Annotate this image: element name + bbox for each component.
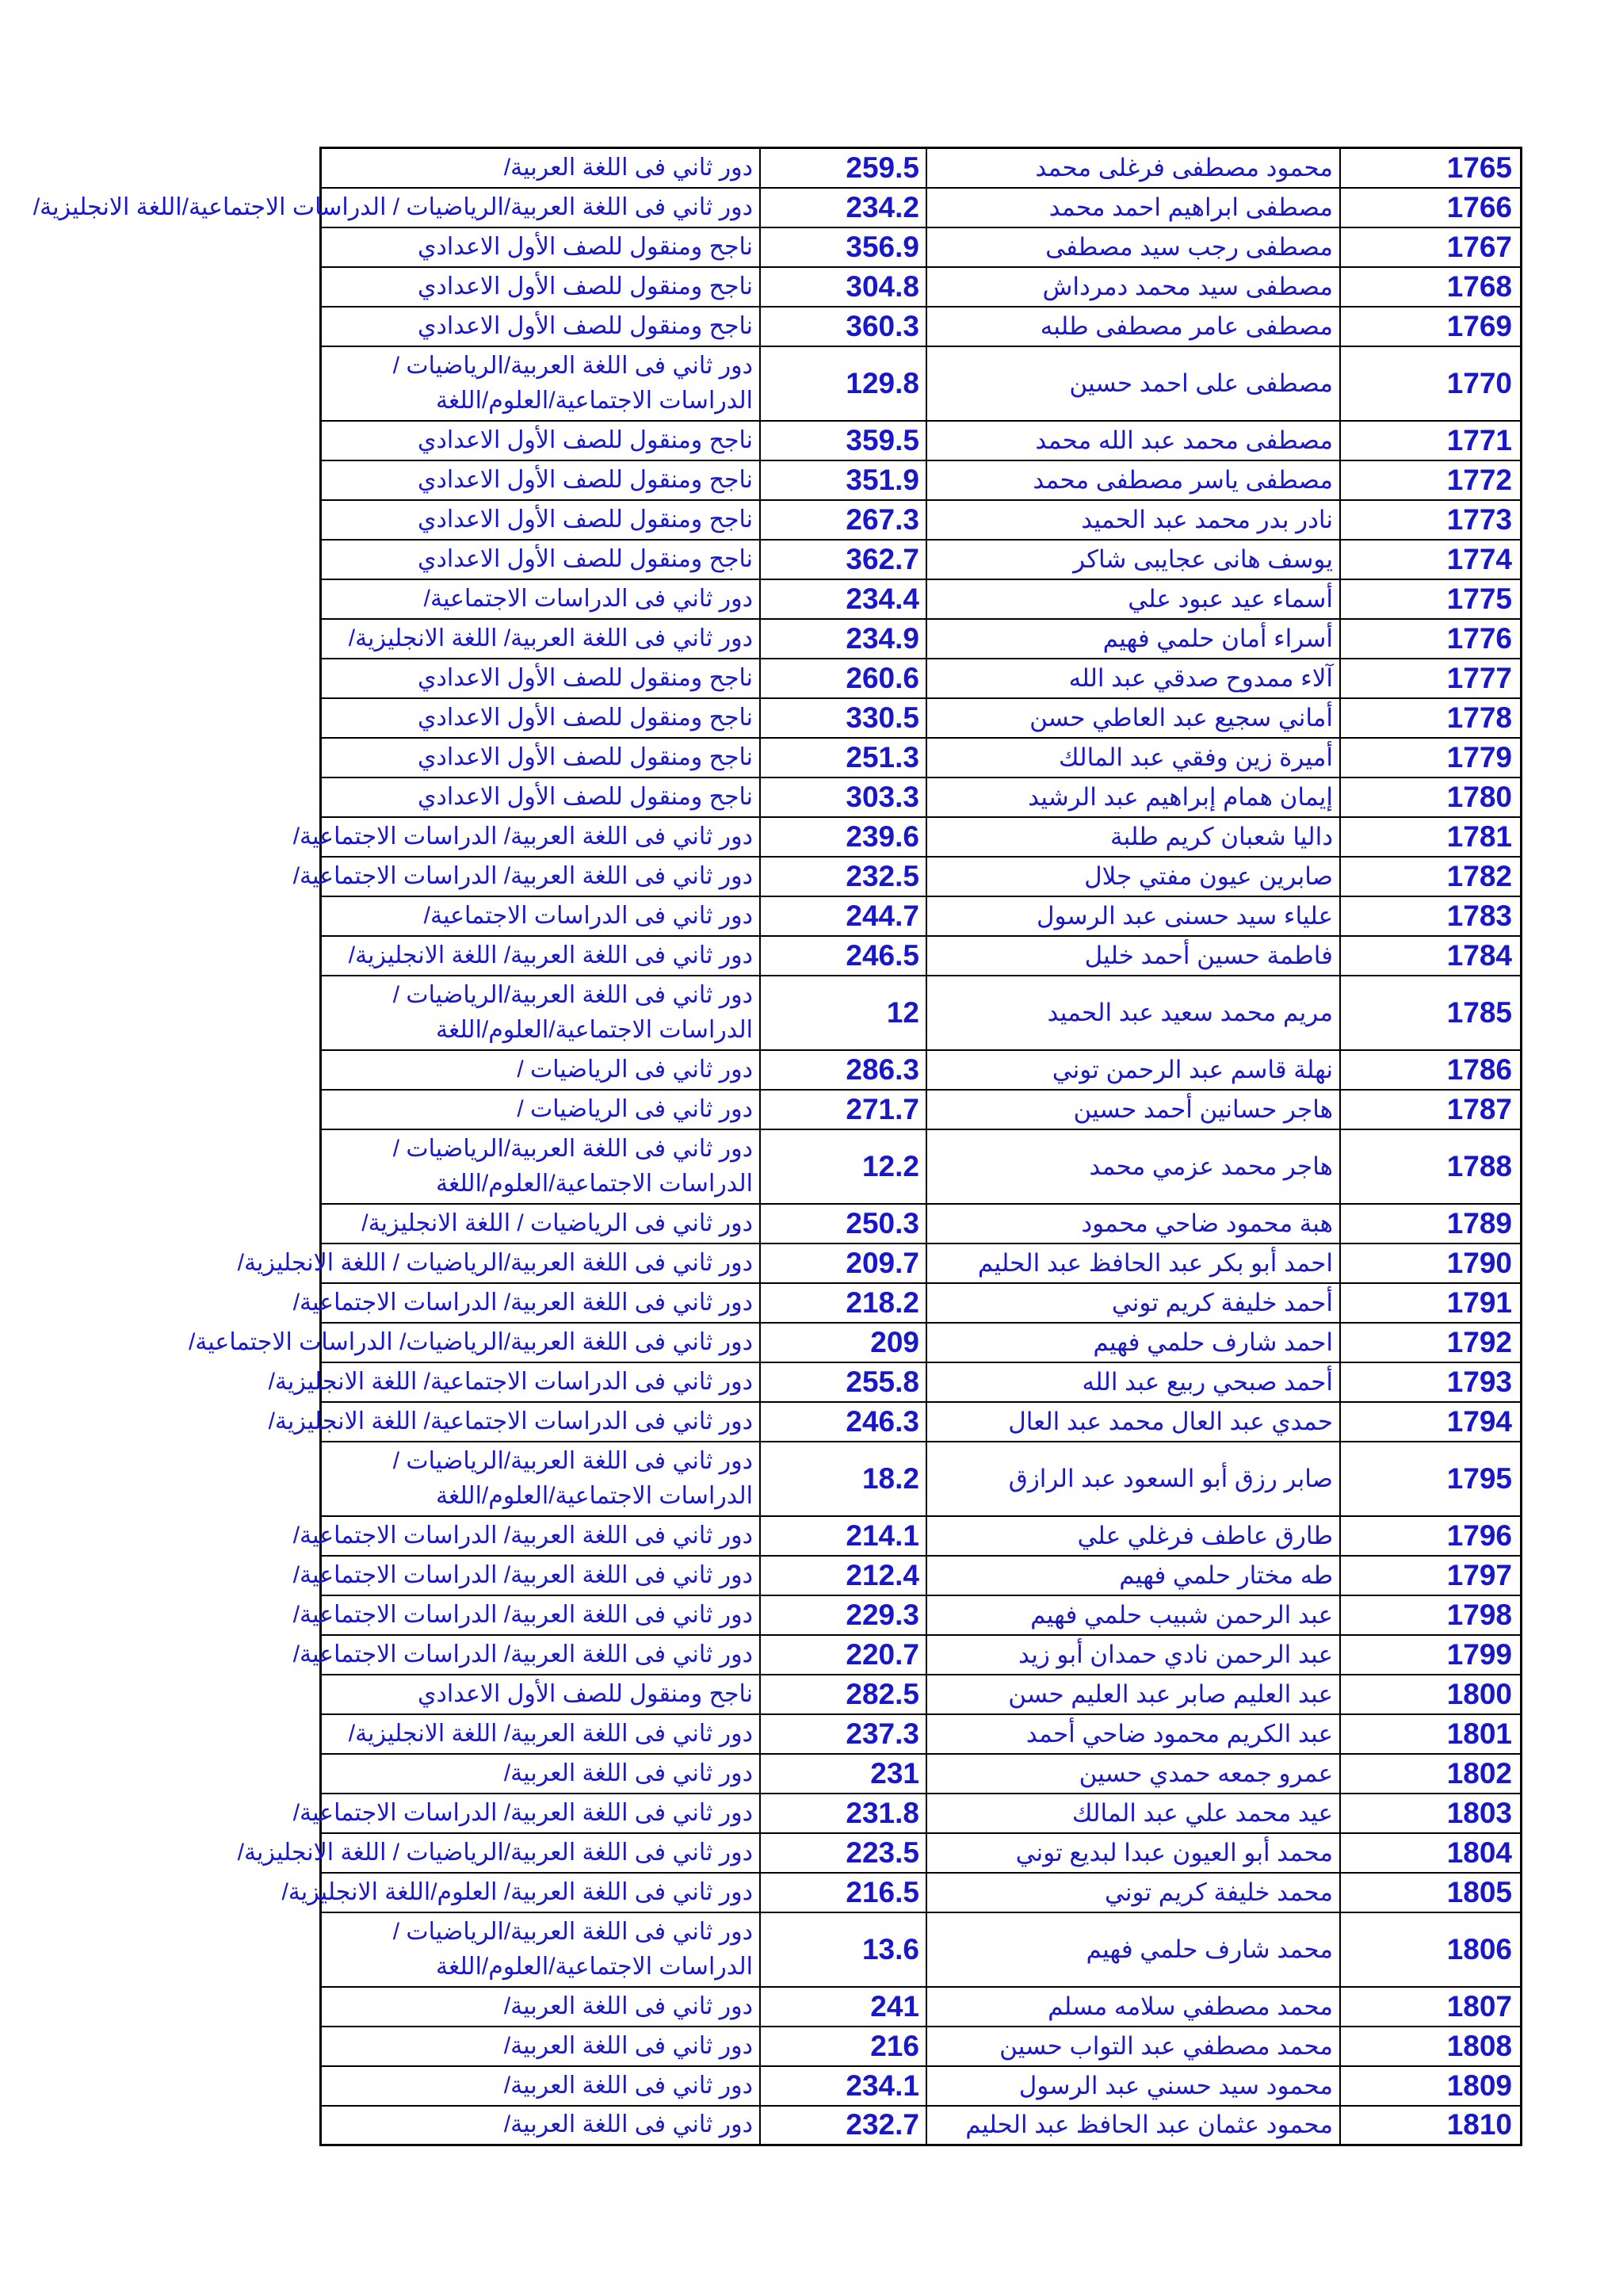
score-cell: 232.7 bbox=[760, 2106, 926, 2145]
student-name-cell: أسماء عيد عبود علي bbox=[926, 579, 1340, 619]
table-row bbox=[321, 346, 1522, 421]
student-name-cell: عيد محمد علي عبد المالك bbox=[926, 1794, 1340, 1833]
status-cell bbox=[321, 976, 761, 1050]
table-row bbox=[321, 1595, 1522, 1635]
score-cell: 234.2 bbox=[760, 188, 926, 227]
table-row bbox=[321, 1362, 1522, 1402]
table-row bbox=[321, 1050, 1522, 1090]
table-row bbox=[321, 1090, 1522, 1129]
student-name-cell: مصطفى على احمد حسين bbox=[926, 346, 1340, 421]
status-cell bbox=[281, 1873, 761, 1912]
status-cell bbox=[188, 1323, 761, 1362]
seat-number-cell: 1775 bbox=[1340, 579, 1522, 619]
seat-number-cell: 1802 bbox=[1340, 1754, 1522, 1794]
status-cell bbox=[292, 817, 761, 857]
student-name-cell: احمد شارف حلمي فهيم bbox=[926, 1323, 1340, 1362]
status-cell bbox=[321, 1675, 761, 1714]
student-name-cell: عبد الكريم محمود ضاحي أحمد bbox=[926, 1714, 1340, 1754]
seat-number-cell: 1782 bbox=[1340, 857, 1522, 896]
status-text: دور ثاني فى اللغة العربية/ الدراسات الاجتماعية/ bbox=[292, 1601, 753, 1628]
status-text: ناجح ومنقول للصف الأول الاعدادي bbox=[418, 273, 753, 300]
student-name-cell: علياء سيد حسنى عبد الرسول bbox=[926, 896, 1340, 936]
status-text: ناجح ومنقول للصف الأول الاعدادي bbox=[418, 233, 753, 260]
score-cell: 356.9 bbox=[760, 227, 926, 267]
status-cell bbox=[321, 1754, 761, 1794]
status-text: دور ثاني فى اللغة العربية/ العلوم/اللغة الانجليزية/ bbox=[281, 1878, 753, 1905]
score-cell: 12 bbox=[760, 976, 926, 1050]
seat-number-cell: 1774 bbox=[1340, 540, 1522, 579]
seat-number-cell: 1792 bbox=[1340, 1323, 1522, 1362]
status-cell bbox=[292, 1595, 761, 1635]
score-cell: 362.7 bbox=[760, 540, 926, 579]
status-text: دور ثاني فى اللغة العربية/ الدراسات الاجتماعية/ bbox=[292, 823, 753, 850]
table-row bbox=[321, 1204, 1522, 1244]
score-cell: 244.7 bbox=[760, 896, 926, 936]
seat-number-cell: 1809 bbox=[1340, 2066, 1522, 2106]
status-text: دور ثاني فى اللغة العربية/الرياضيات / الدراسات الاجتماعية/العلوم/اللغة bbox=[392, 1918, 753, 1980]
status-cell bbox=[321, 738, 761, 777]
seat-number-cell: 1799 bbox=[1340, 1635, 1522, 1675]
student-name-cell: مصطفى ابراهيم احمد محمد bbox=[926, 188, 1340, 227]
table-row bbox=[321, 421, 1522, 460]
status-text: دور ثاني فى اللغة العربية/ الدراسات الاجتماعية/ bbox=[292, 1799, 753, 1826]
seat-number-cell: 1784 bbox=[1340, 936, 1522, 976]
seat-number-cell: 1776 bbox=[1340, 619, 1522, 659]
table-row bbox=[321, 1244, 1522, 1283]
score-cell: 237.3 bbox=[760, 1714, 926, 1754]
table-row bbox=[321, 307, 1522, 346]
student-name-cell: هبة محمود ضاحي محمود bbox=[926, 1204, 1340, 1244]
seat-number-cell: 1810 bbox=[1340, 2106, 1522, 2145]
status-text: دور ثاني فى اللغة العربية/الرياضيات / الدراسات الاجتماعية/العلوم/اللغة bbox=[392, 352, 753, 414]
status-cell bbox=[321, 307, 761, 346]
status-text: دور ثاني فى اللغة العربية/ الدراسات الاجتماعية/ bbox=[292, 1522, 753, 1549]
status-text: دور ثاني فى الرياضيات / اللغة الانجليزية/ bbox=[361, 1209, 753, 1236]
score-cell: 304.8 bbox=[760, 267, 926, 307]
status-text: ناجح ومنقول للصف الأول الاعدادي bbox=[418, 664, 753, 691]
student-name-cell: محمود عثمان عبد الحافظ عبد الحليم bbox=[926, 2106, 1340, 2145]
status-text: دور ثاني فى اللغة العربية/الرياضيات / الدراسات الاجتماعية/العلوم/اللغة bbox=[392, 1135, 753, 1197]
seat-number-cell: 1779 bbox=[1340, 738, 1522, 777]
seat-number-cell: 1786 bbox=[1340, 1050, 1522, 1090]
score-cell: 214.1 bbox=[760, 1516, 926, 1556]
status-text: ناجح ومنقول للصف الأول الاعدادي bbox=[418, 783, 753, 810]
student-name-cell: مصطفى سيد محمد دمرداش bbox=[926, 267, 1340, 307]
status-text: دور ثاني فى اللغة العربية/ bbox=[503, 1992, 753, 2019]
seat-number-cell: 1791 bbox=[1340, 1283, 1522, 1323]
student-name-cell: آلاء ممدوح صدقي عبد الله bbox=[926, 659, 1340, 698]
seat-number-cell: 1768 bbox=[1340, 267, 1522, 307]
status-cell bbox=[268, 1402, 761, 1442]
score-cell: 232.5 bbox=[760, 857, 926, 896]
table-row bbox=[321, 2106, 1522, 2145]
score-cell: 251.3 bbox=[760, 738, 926, 777]
score-cell: 13.6 bbox=[760, 1912, 926, 1987]
table-row bbox=[321, 1129, 1522, 1204]
status-text: ناجح ومنقول للصف الأول الاعدادي bbox=[418, 704, 753, 731]
status-text: ناجح ومنقول للصف الأول الاعدادي bbox=[418, 743, 753, 770]
table-row bbox=[321, 2027, 1522, 2066]
student-name-cell: محمود مصطفى فرغلى محمد bbox=[926, 148, 1340, 188]
status-text: دور ثاني فى اللغة العربية/ الدراسات الاجتماعية/ bbox=[292, 1561, 753, 1588]
status-cell bbox=[321, 421, 761, 460]
score-cell: 246.3 bbox=[760, 1402, 926, 1442]
student-name-cell: طارق عاطف فرغلي علي bbox=[926, 1516, 1340, 1556]
status-cell bbox=[321, 777, 761, 817]
status-cell bbox=[237, 1833, 761, 1873]
status-text: ناجح ومنقول للصف الأول الاعدادي bbox=[418, 312, 753, 339]
seat-number-cell: 1804 bbox=[1340, 1833, 1522, 1873]
table-row bbox=[321, 1833, 1522, 1873]
student-name-cell: داليا شعبان كريم طلبة bbox=[926, 817, 1340, 857]
status-text: ناجح ومنقول للصف الأول الاعدادي bbox=[418, 466, 753, 493]
status-text: دور ثاني فى اللغة العربية/الرياضيات / اللغة الانجليزية/ bbox=[237, 1839, 753, 1866]
table-row bbox=[321, 148, 1522, 188]
status-cell bbox=[321, 896, 761, 936]
status-text: دور ثاني فى اللغة العربية/ اللغة الانجليزية/ bbox=[348, 942, 753, 968]
seat-number-cell: 1801 bbox=[1340, 1714, 1522, 1754]
status-text: دور ثاني فى اللغة العربية/ bbox=[503, 2072, 753, 2099]
score-cell: 241 bbox=[760, 1987, 926, 2027]
table-row bbox=[321, 1873, 1522, 1912]
table-row bbox=[321, 1556, 1522, 1595]
status-cell bbox=[321, 1090, 761, 1129]
status-text: دور ثاني فى الرياضيات / bbox=[517, 1056, 753, 1083]
seat-number-cell: 1766 bbox=[1340, 188, 1522, 227]
status-cell bbox=[237, 1244, 761, 1283]
seat-number-cell: 1787 bbox=[1340, 1090, 1522, 1129]
score-cell: 234.1 bbox=[760, 2066, 926, 2106]
seat-number-cell: 1783 bbox=[1340, 896, 1522, 936]
student-name-cell: إيمان همام إبراهيم عبد الرشيد bbox=[926, 777, 1340, 817]
score-cell: 234.4 bbox=[760, 579, 926, 619]
table-row bbox=[321, 738, 1522, 777]
seat-number-cell: 1767 bbox=[1340, 227, 1522, 267]
student-name-cell: مصطفى رجب سيد مصطفى bbox=[926, 227, 1340, 267]
status-cell bbox=[321, 1129, 761, 1204]
status-cell bbox=[321, 540, 761, 579]
score-cell: 231 bbox=[760, 1754, 926, 1794]
score-cell: 360.3 bbox=[760, 307, 926, 346]
status-cell bbox=[321, 659, 761, 698]
score-cell: 255.8 bbox=[760, 1362, 926, 1402]
score-cell: 129.8 bbox=[760, 346, 926, 421]
score-cell: 209 bbox=[760, 1323, 926, 1362]
status-cell bbox=[321, 619, 761, 659]
score-cell: 303.3 bbox=[760, 777, 926, 817]
student-name-cell: نهلة قاسم عبد الرحمن توني bbox=[926, 1050, 1340, 1090]
status-cell bbox=[321, 1442, 761, 1516]
score-cell: 220.7 bbox=[760, 1635, 926, 1675]
student-name-cell: أحمد صبحي ربيع عبد الله bbox=[926, 1362, 1340, 1402]
table-row bbox=[321, 460, 1522, 500]
student-name-cell: صابر رزق أبو السعود عبد الرازق bbox=[926, 1442, 1340, 1516]
score-cell: 330.5 bbox=[760, 698, 926, 738]
table-row bbox=[321, 659, 1522, 698]
seat-number-cell: 1777 bbox=[1340, 659, 1522, 698]
seat-number-cell: 1778 bbox=[1340, 698, 1522, 738]
status-cell bbox=[32, 188, 761, 227]
status-cell bbox=[321, 579, 761, 619]
student-name-cell: محمد مصطفي سلامه مسلم bbox=[926, 1987, 1340, 2027]
status-text: دور ثاني فى اللغة العربية/ الدراسات الاجتماعية/ bbox=[292, 1641, 753, 1668]
results-table-body bbox=[32, 148, 1522, 2145]
status-cell bbox=[292, 1794, 761, 1833]
score-cell: 250.3 bbox=[760, 1204, 926, 1244]
status-text: ناجح ومنقول للصف الأول الاعدادي bbox=[418, 426, 753, 453]
status-text: دور ثاني فى اللغة العربية/الرياضيات / الدراسات الاجتماعية/العلوم/اللغة bbox=[392, 981, 753, 1043]
score-cell: 229.3 bbox=[760, 1595, 926, 1635]
status-cell bbox=[321, 1714, 761, 1754]
seat-number-cell: 1800 bbox=[1340, 1675, 1522, 1714]
table-row bbox=[321, 1675, 1522, 1714]
table-row bbox=[321, 1635, 1522, 1675]
student-name-cell: عبد الرحمن شبيب حلمي فهيم bbox=[926, 1595, 1340, 1635]
seat-number-cell: 1772 bbox=[1340, 460, 1522, 500]
table-row bbox=[321, 1516, 1522, 1556]
seat-number-cell: 1788 bbox=[1340, 1129, 1522, 1204]
table-row bbox=[321, 500, 1522, 540]
score-cell: 234.9 bbox=[760, 619, 926, 659]
table-row bbox=[321, 698, 1522, 738]
score-cell: 239.6 bbox=[760, 817, 926, 857]
status-text: دور ثاني فى الدراسات الاجتماعية/ اللغة الانجليزية/ bbox=[268, 1368, 753, 1395]
status-text: دور ثاني فى الدراسات الاجتماعية/ bbox=[423, 902, 753, 929]
status-cell bbox=[321, 267, 761, 307]
table-row bbox=[321, 1283, 1522, 1323]
seat-number-cell: 1794 bbox=[1340, 1402, 1522, 1442]
student-name-cell: هاجر محمد عزمي محمد bbox=[926, 1129, 1340, 1204]
seat-number-cell: 1773 bbox=[1340, 500, 1522, 540]
status-cell bbox=[292, 1516, 761, 1556]
status-text: دور ثاني فى الدراسات الاجتماعية/ اللغة الانجليزية/ bbox=[268, 1408, 753, 1435]
student-name-cell: احمد أبو بكر عبد الحافظ عبد الحليم bbox=[926, 1244, 1340, 1283]
table-row bbox=[321, 540, 1522, 579]
status-text: دور ثاني فى اللغة العربية/ الدراسات الاجتماعية/ bbox=[292, 1289, 753, 1316]
student-name-cell: مصطفى ياسر مصطفى محمد bbox=[926, 460, 1340, 500]
status-text: ناجح ومنقول للصف الأول الاعدادي bbox=[418, 545, 753, 572]
status-text: ناجح ومنقول للصف الأول الاعدادي bbox=[418, 506, 753, 533]
table-row bbox=[321, 1754, 1522, 1794]
student-name-cell: محمد أبو العيون عبدا لبديع توني bbox=[926, 1833, 1340, 1873]
table-row bbox=[321, 896, 1522, 936]
status-cell bbox=[321, 1912, 761, 1987]
seat-number-cell: 1803 bbox=[1340, 1794, 1522, 1833]
status-text: دور ثاني فى اللغة العربية/الرياضيات / الدراسات الاجتماعية/العلوم/اللغة bbox=[392, 1447, 753, 1509]
status-text: دور ثاني فى اللغة العربية/الرياضيات / الدراسات الاجتماعية/اللغة الانجليزية/ bbox=[32, 193, 753, 220]
student-name-cell: أحمد خليفة كريم توني bbox=[926, 1283, 1340, 1323]
score-cell: 351.9 bbox=[760, 460, 926, 500]
table-row bbox=[321, 1402, 1522, 1442]
table-row bbox=[321, 1442, 1522, 1516]
status-text: دور ثاني فى اللغة العربية/الرياضيات/ الدراسات الاجتماعية/ bbox=[188, 1328, 753, 1355]
score-cell: 282.5 bbox=[760, 1675, 926, 1714]
student-name-cell: فاطمة حسين أحمد خليل bbox=[926, 936, 1340, 976]
seat-number-cell: 1798 bbox=[1340, 1595, 1522, 1635]
score-cell: 260.6 bbox=[760, 659, 926, 698]
student-name-cell: أميرة زين وفقي عبد المالك bbox=[926, 738, 1340, 777]
status-text: دور ثاني فى الرياضيات / bbox=[517, 1095, 753, 1122]
student-name-cell: يوسف هانى عجايبى شاكر bbox=[926, 540, 1340, 579]
score-cell: 216 bbox=[760, 2027, 926, 2066]
status-text: دور ثاني فى اللغة العربية/الرياضيات / اللغة الانجليزية/ bbox=[237, 1249, 753, 1276]
student-name-cell: نادر بدر محمد عبد الحميد bbox=[926, 500, 1340, 540]
seat-number-cell: 1795 bbox=[1340, 1442, 1522, 1516]
student-name-cell: حمدي عبد العال محمد عبد العال bbox=[926, 1402, 1340, 1442]
score-cell: 18.2 bbox=[760, 1442, 926, 1516]
status-text: دور ثاني فى اللغة العربية/ bbox=[503, 2032, 753, 2059]
table-row bbox=[321, 936, 1522, 976]
table-row bbox=[321, 857, 1522, 896]
seat-number-cell: 1780 bbox=[1340, 777, 1522, 817]
score-cell: 267.3 bbox=[760, 500, 926, 540]
status-cell bbox=[292, 1635, 761, 1675]
status-cell bbox=[268, 1362, 761, 1402]
table-row bbox=[321, 227, 1522, 267]
score-cell: 359.5 bbox=[760, 421, 926, 460]
table-row bbox=[321, 2066, 1522, 2106]
seat-number-cell: 1789 bbox=[1340, 1204, 1522, 1244]
status-text: دور ثاني فى اللغة العربية/ bbox=[503, 154, 753, 181]
table-row bbox=[321, 619, 1522, 659]
table-row bbox=[321, 976, 1522, 1050]
student-name-cell: محمود سيد حسني عبد الرسول bbox=[926, 2066, 1340, 2106]
student-name-cell: محمد خليفة كريم توني bbox=[926, 1873, 1340, 1912]
seat-number-cell: 1796 bbox=[1340, 1516, 1522, 1556]
status-text: دور ثاني فى اللغة العربية/ bbox=[503, 1759, 753, 1786]
status-cell bbox=[321, 1987, 761, 2027]
student-name-cell: عبد الرحمن نادي حمدان أبو زيد bbox=[926, 1635, 1340, 1675]
seat-number-cell: 1769 bbox=[1340, 307, 1522, 346]
status-cell bbox=[321, 936, 761, 976]
status-text: ناجح ومنقول للصف الأول الاعدادي bbox=[418, 1680, 753, 1707]
status-cell bbox=[321, 2066, 761, 2106]
seat-number-cell: 1771 bbox=[1340, 421, 1522, 460]
status-cell bbox=[292, 857, 761, 896]
table-row bbox=[321, 1987, 1522, 2027]
student-name-cell: مريم محمد سعيد عبد الحميد bbox=[926, 976, 1340, 1050]
status-cell bbox=[292, 1283, 761, 1323]
seat-number-cell: 1781 bbox=[1340, 817, 1522, 857]
student-name-cell: طه مختار حلمي فهيم bbox=[926, 1556, 1340, 1595]
seat-number-cell: 1793 bbox=[1340, 1362, 1522, 1402]
table-row bbox=[321, 1714, 1522, 1754]
table-row bbox=[321, 1323, 1522, 1362]
student-name-cell: مصطفى محمد عبد الله محمد bbox=[926, 421, 1340, 460]
seat-number-cell: 1770 bbox=[1340, 346, 1522, 421]
status-text: دور ثاني فى اللغة العربية/ اللغة الانجليزية/ bbox=[348, 625, 753, 651]
table-row bbox=[321, 579, 1522, 619]
score-cell: 212.4 bbox=[760, 1556, 926, 1595]
seat-number-cell: 1807 bbox=[1340, 1987, 1522, 2027]
status-cell bbox=[292, 1556, 761, 1595]
status-cell bbox=[321, 2027, 761, 2066]
table-row bbox=[321, 817, 1522, 857]
score-cell: 218.2 bbox=[760, 1283, 926, 1323]
score-cell: 223.5 bbox=[760, 1833, 926, 1873]
status-text: دور ثاني فى الدراسات الاجتماعية/ bbox=[423, 585, 753, 612]
score-cell: 209.7 bbox=[760, 1244, 926, 1283]
score-cell: 259.5 bbox=[760, 148, 926, 188]
student-name-cell: صابرين عيون مفتي جلال bbox=[926, 857, 1340, 896]
score-cell: 12.2 bbox=[760, 1129, 926, 1204]
score-cell: 231.8 bbox=[760, 1794, 926, 1833]
table-row bbox=[321, 1912, 1522, 1987]
status-cell bbox=[321, 460, 761, 500]
score-cell: 271.7 bbox=[760, 1090, 926, 1129]
seat-number-cell: 1806 bbox=[1340, 1912, 1522, 1987]
status-cell bbox=[321, 148, 761, 188]
status-cell bbox=[321, 500, 761, 540]
student-name-cell: عبد العليم صابر عبد العليم حسن bbox=[926, 1675, 1340, 1714]
status-cell bbox=[321, 1050, 761, 1090]
student-name-cell: هاجر حسانين أحمد حسين bbox=[926, 1090, 1340, 1129]
score-cell: 216.5 bbox=[760, 1873, 926, 1912]
status-text: دور ثاني فى اللغة العربية/ اللغة الانجليزية/ bbox=[348, 1720, 753, 1747]
results-table bbox=[32, 147, 1522, 2146]
score-cell: 246.5 bbox=[760, 936, 926, 976]
seat-number-cell: 1797 bbox=[1340, 1556, 1522, 1595]
table-row bbox=[321, 777, 1522, 817]
status-cell bbox=[321, 227, 761, 267]
seat-number-cell: 1805 bbox=[1340, 1873, 1522, 1912]
status-cell bbox=[321, 346, 761, 421]
status-cell bbox=[321, 698, 761, 738]
status-cell bbox=[321, 1204, 761, 1244]
student-name-cell: أسراء أمان حلمي فهيم bbox=[926, 619, 1340, 659]
seat-number-cell: 1790 bbox=[1340, 1244, 1522, 1283]
table-row bbox=[321, 267, 1522, 307]
student-name-cell: أماني سجيع عبد العاطي حسن bbox=[926, 698, 1340, 738]
score-cell: 286.3 bbox=[760, 1050, 926, 1090]
seat-number-cell: 1765 bbox=[1340, 148, 1522, 188]
status-text: دور ثاني فى اللغة العربية/ bbox=[503, 2111, 753, 2138]
table-row bbox=[321, 1794, 1522, 1833]
student-name-cell: محمد مصطفي عبد التواب حسين bbox=[926, 2027, 1340, 2066]
status-text: دور ثاني فى اللغة العربية/ الدراسات الاجتماعية/ bbox=[292, 862, 753, 889]
status-cell bbox=[321, 2106, 761, 2145]
seat-number-cell: 1808 bbox=[1340, 2027, 1522, 2066]
student-name-cell: عمرو جمعه حمدي حسين bbox=[926, 1754, 1340, 1794]
table-row bbox=[321, 188, 1522, 227]
student-name-cell: محمد شارف حلمي فهيم bbox=[926, 1912, 1340, 1987]
seat-number-cell: 1785 bbox=[1340, 976, 1522, 1050]
student-name-cell: مصطفى عامر مصطفى طلبه bbox=[926, 307, 1340, 346]
